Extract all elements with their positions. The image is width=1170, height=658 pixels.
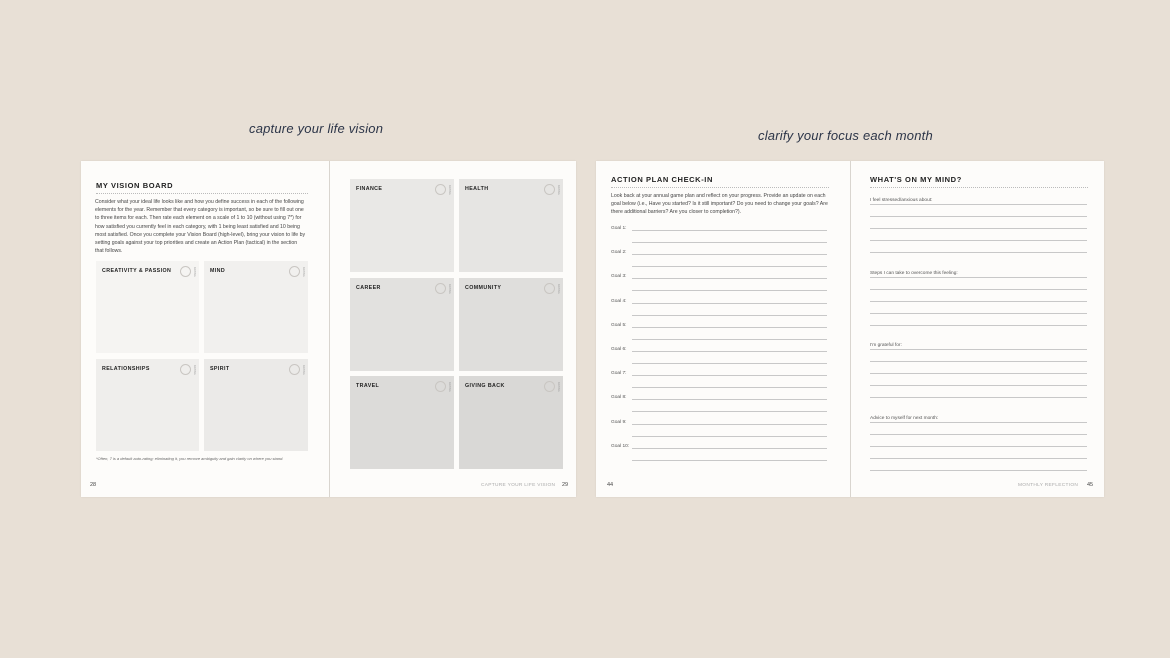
prompt-write-line[interactable] — [870, 446, 1087, 447]
page-44 — [596, 161, 850, 497]
goal-label: Goal 5: — [611, 322, 627, 328]
prompt-label: Steps I can take to overcome this feeling: — [870, 271, 961, 276]
vision-box-mind — [204, 261, 308, 353]
vision-box-creativity — [96, 261, 199, 353]
goal-label: Goal 1: — [611, 226, 627, 231]
rating-circle[interactable] — [180, 364, 191, 375]
goal-label: Goal 4: — [611, 298, 627, 304]
page-title: WHAT'S ON MY MIND? — [870, 175, 962, 184]
vision-box-spirit — [204, 359, 308, 451]
rating-circle[interactable] — [180, 266, 191, 277]
rating-label: RATING — [302, 365, 305, 375]
prompt-write-line[interactable] — [870, 422, 1087, 423]
prompt-write-line[interactable] — [870, 458, 1087, 459]
prompt-write-line[interactable] — [870, 349, 1087, 350]
box-label: GIVING BACK — [465, 383, 505, 389]
prompt-write-line[interactable] — [870, 434, 1087, 435]
vision-board-spread — [81, 161, 576, 497]
goal-label: Goal 3: — [611, 274, 627, 280]
caption-left: capture your life vision — [249, 121, 384, 136]
prompt-write-line[interactable] — [870, 325, 1087, 326]
goal-write-line[interactable] — [632, 351, 827, 352]
prompt-write-line[interactable] — [870, 397, 1087, 398]
page-title: MY VISION BOARD — [96, 181, 174, 190]
prompt-label: I feel stressed/anxious about: — [870, 198, 935, 203]
prompt-write-line[interactable] — [870, 289, 1087, 290]
rating-label: RATING — [302, 267, 305, 277]
title-rule — [96, 193, 308, 194]
page-45 — [851, 161, 1104, 497]
goal-write-line[interactable] — [632, 290, 827, 291]
goal-write-line[interactable] — [632, 339, 827, 340]
prompt-write-line[interactable] — [870, 470, 1087, 471]
prompt-write-line[interactable] — [870, 277, 1087, 278]
prompt-write-line[interactable] — [870, 361, 1087, 362]
page-number: 28 — [90, 482, 97, 488]
box-label: HEALTH — [465, 186, 489, 192]
prompt-write-line[interactable] — [870, 240, 1087, 241]
title-rule — [870, 187, 1088, 188]
vision-box-giving-back — [459, 376, 563, 469]
vision-box-relationships — [96, 359, 199, 451]
rating-circle[interactable] — [435, 283, 446, 294]
prompt-write-line[interactable] — [870, 373, 1087, 374]
rating-label: RATING — [557, 284, 560, 294]
rating-label: RATING — [193, 365, 196, 375]
goal-label: Goal 9: — [611, 419, 627, 425]
prompt-write-line[interactable] — [870, 204, 1087, 205]
goal-label: Goal 6: — [611, 347, 627, 352]
goal-write-line[interactable] — [632, 230, 827, 231]
rating-label: RATING — [557, 185, 560, 195]
caption-right: clarify your focus each month — [758, 128, 933, 143]
goal-write-line[interactable] — [632, 266, 827, 267]
box-label: SPIRIT — [210, 366, 230, 372]
goal-write-line[interactable] — [632, 254, 827, 255]
goal-write-line[interactable] — [632, 411, 827, 412]
goal-write-line[interactable] — [632, 387, 827, 388]
goal-label: Goal 7: — [611, 371, 627, 377]
title-rule — [611, 187, 829, 188]
vision-box-finance — [350, 179, 454, 272]
rating-label: RATING — [448, 185, 451, 195]
rating-label: RATING — [557, 382, 560, 392]
running-head: CAPTURE YOUR LIFE VISION — [481, 483, 556, 488]
goal-write-line[interactable] — [632, 460, 827, 461]
page-28 — [81, 161, 329, 497]
prompt-write-line[interactable] — [870, 385, 1087, 386]
goal-write-line[interactable] — [632, 399, 827, 400]
page-number: 44 — [607, 482, 614, 488]
intro-text: Look back at your annual game plan and reflect on your progress. Provide an update on each goal below (i.e., Have you started? Is it still important? Do you need to change your goals? Are there additional barriers? Are you closer to completion?). — [611, 193, 828, 216]
rating-circle[interactable] — [435, 184, 446, 195]
goal-write-line[interactable] — [632, 424, 827, 425]
rating-circle[interactable] — [289, 364, 300, 375]
goal-write-line[interactable] — [632, 242, 827, 243]
prompt-write-line[interactable] — [870, 228, 1087, 229]
box-label: FINANCE — [356, 186, 383, 192]
goal-write-line[interactable] — [632, 278, 827, 279]
rating-circle[interactable] — [544, 381, 555, 392]
goal-write-line[interactable] — [632, 327, 827, 328]
monthly-reflection-spread — [596, 161, 1104, 497]
rating-circle[interactable] — [289, 266, 300, 277]
box-label: CAREER — [356, 285, 381, 291]
prompt-write-line[interactable] — [870, 313, 1087, 314]
vision-box-career — [350, 278, 454, 371]
page-29 — [330, 161, 576, 497]
vision-box-health — [459, 179, 563, 272]
box-label: MIND — [210, 268, 226, 274]
box-label: TRAVEL — [356, 383, 380, 389]
prompt-label: I'm grateful for: — [870, 343, 905, 348]
box-label: CREATIVITY & PASSION — [102, 268, 172, 274]
goal-label: Goal 8: — [611, 395, 627, 401]
goal-write-line[interactable] — [632, 303, 827, 304]
rating-label: RATING — [193, 267, 196, 277]
goal-label: Goal 2: — [611, 250, 627, 256]
goal-label: Goal 10: — [611, 443, 630, 449]
goal-write-line[interactable] — [632, 363, 827, 364]
page-number: 29 — [562, 482, 569, 488]
page-number: 45 — [1087, 482, 1094, 488]
running-head: MONTHLY REFLECTION — [1018, 483, 1079, 488]
vision-box-travel — [350, 376, 454, 469]
footnote: *Often, 7 is a default auto-rating; eliminating it, you remove ambiguity and gain clarity on where you stand. — [96, 456, 284, 461]
goal-write-line[interactable] — [632, 315, 827, 316]
vision-box-community — [459, 278, 563, 371]
goal-write-line[interactable] — [632, 375, 827, 376]
rating-label: RATING — [448, 284, 451, 294]
rating-circle[interactable] — [435, 381, 446, 392]
goal-write-line[interactable] — [632, 448, 827, 449]
rating-circle[interactable] — [544, 184, 555, 195]
goal-write-line[interactable] — [632, 436, 827, 437]
prompt-write-line[interactable] — [870, 216, 1087, 217]
rating-circle[interactable] — [544, 283, 555, 294]
box-label: RELATIONSHIPS — [102, 366, 150, 372]
page-title: ACTION PLAN CHECK-IN — [611, 175, 713, 184]
prompt-label: Advice to myself for next month: — [870, 416, 941, 421]
box-label: COMMUNITY — [465, 285, 502, 291]
rating-label: RATING — [448, 382, 451, 392]
prompt-write-line[interactable] — [870, 301, 1087, 302]
intro-text: Consider what your ideal life looks like and how you define success in each of the following elements for the year. Remember that every category is important, so be sure to fill out one to three items for each. Then rate each element on a scale of 1 to 10 (without using 7*) for how satisfied you currently feel in each category, with 1 being least satisfied and 10 being most satisfied. Once you complete your Vision Board (high-level), bring your vision to life by setting goals against your top priorities and create an Action Plan (tactical) in the section that follows. — [95, 199, 306, 255]
prompt-write-line[interactable] — [870, 252, 1087, 253]
